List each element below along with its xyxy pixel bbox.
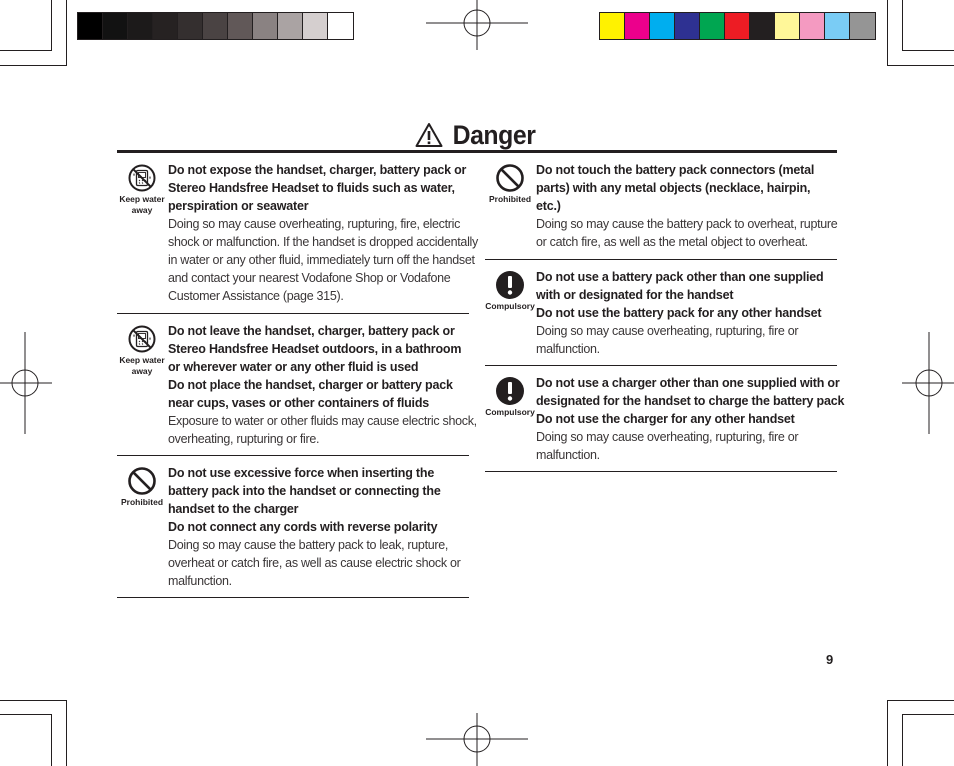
icon-label: Prohibited [488,194,532,204]
warning-body-line: Doing so may cause overheating, rupturing, fire or [536,324,799,338]
warning-body-line: or catch fire, as well as the metal object to overheat. [536,235,808,249]
registration-mark-icon [426,0,528,50]
section-heading [117,117,837,153]
warning-body-line: malfunction. [536,342,600,356]
color-swatch [228,13,253,39]
icon-label: away [131,366,153,376]
icon-label: Keep water [119,194,165,204]
warning-heading-line: Do not expose the handset, charger, battery pack or [168,163,467,177]
icon-label: away [131,205,153,215]
icon-label: Compulsory [485,301,535,311]
warning-body-line: Exposure to water or other fluids may cause electric shock, [168,414,477,428]
color-swatch [625,13,650,39]
compulsory-icon [495,270,525,300]
warning-heading-line: Do not use a charger other than one supplied with or [536,376,840,390]
color-swatch [103,13,128,39]
warning-body-line: malfunction. [536,448,600,462]
color-swatch [278,13,303,39]
crop-mark [902,50,954,51]
entry-icon [117,466,167,507]
safety-entry [117,153,478,314]
prohibited-icon [495,163,525,193]
warning-heading-line: Do not use excessive force when inserting the [168,466,435,480]
color-swatch [78,13,103,39]
entry-content [536,374,845,464]
color-swatch [203,13,228,39]
entry-icon [485,163,535,204]
warning-body-line: Customer Assistance (page 315). [168,289,344,303]
safety-entry [117,314,477,456]
page-number: 9 [826,652,834,667]
crop-mark [887,0,888,66]
crop-mark [51,0,52,51]
crop-mark [902,714,903,766]
entry-icon [485,270,535,311]
warning-body-line: malfunction. [168,574,232,588]
prohibited-icon [127,466,157,496]
entry-icon [485,376,535,417]
warning-heading-line: or wherever water or any other fluid is used [168,360,419,374]
color-swatch [850,13,875,39]
entry-icon [117,324,167,376]
left-column [117,153,478,598]
registration-mark-icon [426,713,528,766]
crop-mark [66,700,67,766]
color-swatch [178,13,203,39]
warning-heading-line: with or designated for the handset [536,288,734,302]
right-column [485,153,845,472]
warning-heading-line: Stereo Handsfree Headset to fluids such as water, [168,181,455,195]
warning-heading-line: handset to the charger [168,502,299,516]
crop-mark [0,714,52,715]
warning-heading-line: Do not use the battery pack for any other handset [536,306,822,320]
warning-body-line: in water or any other fluid, immediately turn off the handset [168,253,475,267]
entry-content [536,161,837,251]
keep-water-away-icon [127,324,157,354]
warning-body-line: Doing so may cause the battery pack to overheat, rupture [536,217,838,231]
color-swatch [725,13,750,39]
color-swatch [328,13,353,39]
entry-content [168,161,478,305]
entry-content [168,322,477,448]
color-swatch [700,13,725,39]
warning-heading-line: near cups, vases or other containers of fluids [168,396,430,410]
color-swatch [253,13,278,39]
warning-heading-line: Do not use a battery pack other than one supplied [536,270,824,284]
color-swatch [303,13,328,39]
registration-mark-icon [0,332,52,434]
warning-heading-line: battery pack into the handset or connecting the [168,484,441,498]
color-swatch [750,13,775,39]
keep-water-away-icon [127,163,157,193]
process-color-bar [599,12,876,40]
crop-mark [0,700,66,701]
crop-mark [887,700,954,701]
color-swatch [825,13,850,39]
warning-heading-line: Do not leave the handset, charger, battery pack or [168,324,455,338]
gray-color-bar [77,12,354,40]
crop-mark [902,714,954,715]
page-title: Danger [452,119,536,150]
warning-body-line: overheat or catch fire, as well as cause electric shock or [168,556,461,570]
crop-mark [887,700,888,766]
registration-mark-icon [902,332,954,434]
color-swatch [800,13,825,39]
warning-body-line: and contact your nearest Vodafone Shop or Vodafone [168,271,451,285]
warning-heading-line: Do not place the handset, charger or battery pack [168,378,453,392]
color-swatch [600,13,625,39]
safety-entry [485,260,837,366]
entry-content [536,268,837,358]
warning-body-line: Doing so may cause the battery pack to leak, rupture, [168,538,449,552]
warning-body-line: shock or malfunction. If the handset is dropped accidentally [168,235,478,249]
warning-heading-line: Do not connect any cords with reverse polarity [168,520,438,534]
crop-mark [0,65,66,66]
warning-heading-line: Do not touch the battery pack connectors (metal [536,163,815,177]
warning-heading-line: etc.) [536,199,561,213]
crop-mark [66,0,67,66]
color-swatch [775,13,800,39]
color-swatch [128,13,153,39]
crop-mark [0,50,52,51]
safety-entry [485,153,837,260]
crop-mark [51,714,52,766]
icon-label: Compulsory [485,407,535,417]
warning-body-line: overheating, rupturing or fire. [168,432,320,446]
compulsory-icon [495,376,525,406]
safety-entry [117,456,469,598]
safety-entry [485,366,845,472]
warning-triangle-icon [415,122,443,148]
crop-mark [902,0,903,51]
warning-heading-line: parts) with any metal objects (necklace, hairpin, [536,181,811,195]
entry-icon [117,163,167,215]
color-swatch [153,13,178,39]
warning-body-line: Doing so may cause overheating, rupturing, fire or [536,430,799,444]
icon-label: Keep water [119,355,165,365]
crop-mark [887,65,954,66]
entry-content [168,464,469,590]
color-swatch [650,13,675,39]
warning-heading-line: designated for the handset to charge the battery pack [536,394,845,408]
warning-heading-line: perspiration or seawater [168,199,309,213]
warning-heading-line: Do not use the charger for any other handset [536,412,795,426]
warning-body-line: Doing so may cause overheating, rupturing, fire, electric [168,217,461,231]
icon-label: Prohibited [120,497,164,507]
warning-heading-line: Stereo Handsfree Headset outdoors, in a bathroom [168,342,462,356]
color-swatch [675,13,700,39]
